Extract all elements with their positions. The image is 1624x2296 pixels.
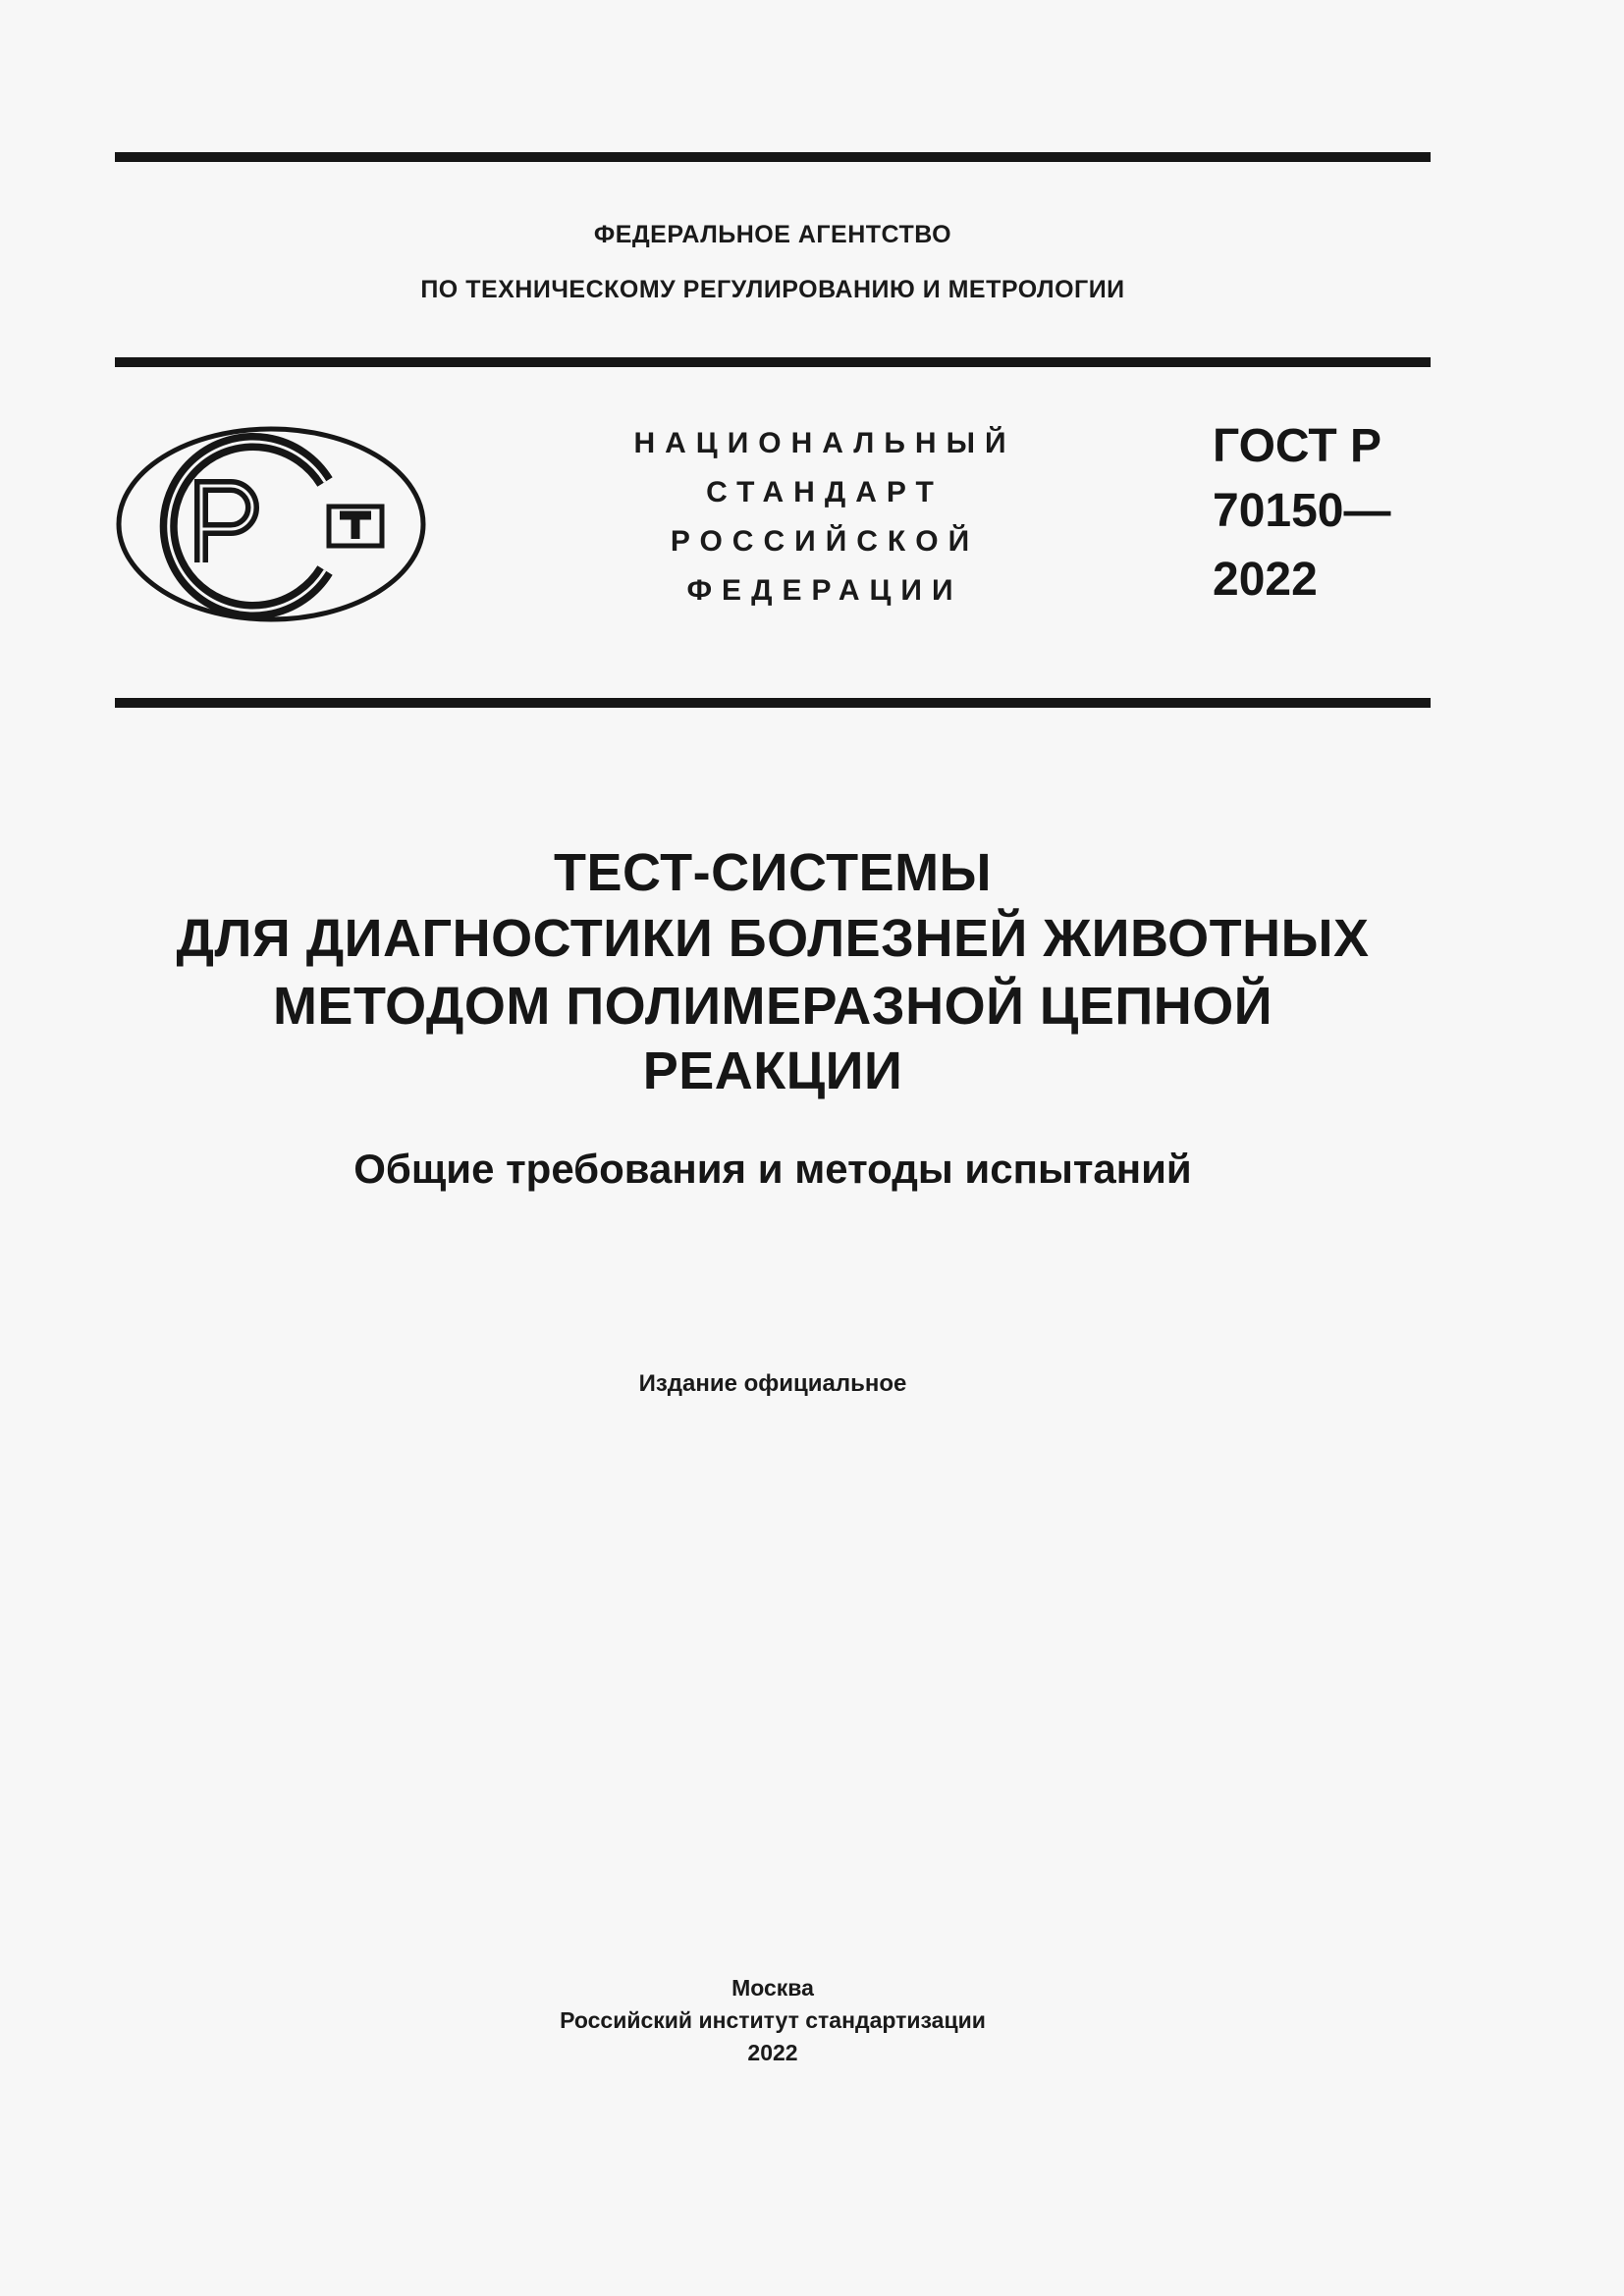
rst-certification-mark-icon: [115, 425, 427, 623]
agency-name-line-1: ФЕДЕРАЛЬНОЕ АГЕНТСТВО: [593, 221, 952, 248]
imprint-publisher: Российский институт стандартизации: [560, 2007, 986, 2033]
imprint-city: Москва: [731, 1975, 814, 2001]
standard-designation-line-2: 70150—: [1213, 485, 1391, 537]
edition-note: Издание официальное: [638, 1370, 907, 1397]
header-bottom-rule: [115, 698, 1431, 708]
document-title-line-1: ТЕСТ-СИСТЕМЫ: [554, 843, 992, 902]
national-standard-line-2: СТАНДАРТ: [706, 476, 944, 508]
document-title-line-4: РЕАКЦИИ: [642, 1041, 903, 1100]
document-title-line-2: ДЛЯ ДИАГНОСТИКИ БОЛЕЗНЕЙ ЖИВОТНЫХ: [176, 909, 1370, 968]
document-subtitle: Общие требования и методы испытаний: [353, 1146, 1192, 1192]
document-title-line-3: МЕТОДОМ ПОЛИМЕРАЗНОЙ ЦЕПНОЙ: [272, 977, 1273, 1036]
agency-name-line-2: ПО ТЕХНИЧЕСКОМУ РЕГУЛИРОВАНИЮ И МЕТРОЛОГИИ: [420, 276, 1125, 303]
national-standard-line-4: ФЕДЕРАЦИИ: [686, 574, 963, 607]
national-standard-line-3: РОССИЙСКОЙ: [670, 525, 980, 558]
national-standard-line-1: НАЦИОНАЛЬНЫЙ: [633, 427, 1016, 459]
standard-designation-line-3: 2022: [1213, 554, 1318, 606]
agency-bottom-rule: [115, 357, 1431, 367]
imprint-year: 2022: [747, 2040, 798, 2065]
standard-designation-line-1: ГОСТ Р: [1213, 420, 1382, 472]
top-rule: [115, 152, 1431, 162]
